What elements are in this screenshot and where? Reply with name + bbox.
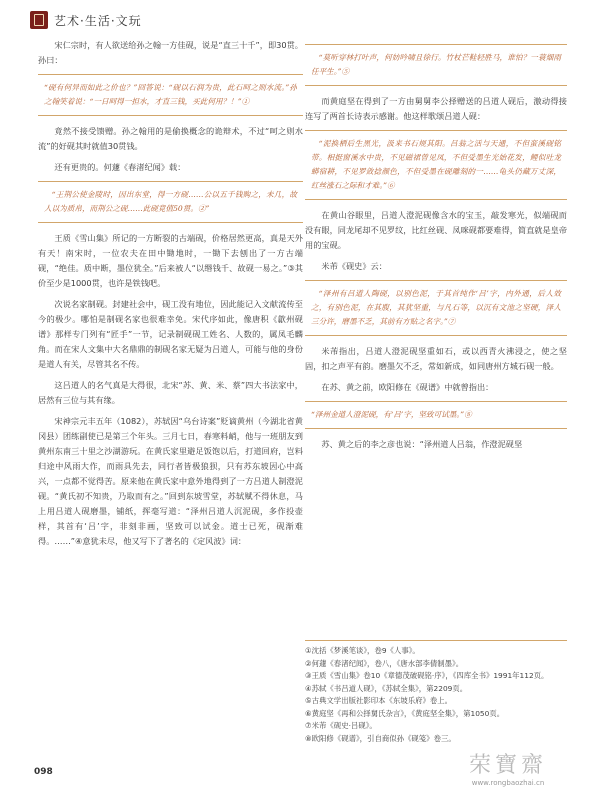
paragraph: 在黄山谷眼里，吕道人澄泥砚像含水的宝玉，敲发寒光，似端砚而没有眼，同龙尾却不见罗纹，比红丝砚、凤咪砚都要难得，简直就是皇帝用的宝砚。 bbox=[305, 210, 568, 250]
footnote: ⑦米芾《砚史·吕砚》。 bbox=[305, 721, 377, 730]
footnotes bbox=[305, 640, 567, 745]
paragraph: 这吕道人的名气真是大得很，北宋“苏、黄、米、蔡”四大书法家中，居然有三位与其有缘。 bbox=[38, 380, 303, 405]
watermark-title: 荣寶齋 bbox=[468, 753, 547, 778]
paragraph: 宋神宗元丰五年（1082），苏轼因“乌台诗案”贬谪黄州（今湖北省黄冈县）团练副使已是第三个年头。三月七日，春寒料峭，他与一班朋友到黄州东南三十里之沙湖游玩。在黄氏家里避足饭饱以后，打道回府，岂料归途中风雨大作，而雨具先去，同行者皆极狼狈，只有苏东坡因心中高兴，一点都不觉得苦。原来他在黄氏家中意外地得到了一方吕道人制澄泥砚。“黄氏初不知贵，乃取而有之。”回到东坡雪堂，苏轼赋不得休息，马上用吕道人砚磨墨，铺纸，挥毫写道：“泽州吕道人沉泥砚，多作投壶样，其首有‘吕’字，非刻非画，坚致可以试金。道士已死，砚渐难得。……”④意犹未尽，他又写下了著名的《定风波》词： bbox=[38, 416, 303, 546]
footnote: ②何蘧《春渚纪闻》，卷八，《唐水部李倩制墨》。 bbox=[305, 658, 464, 668]
left-column bbox=[38, 38, 303, 555]
paragraph: 而黄庭坚在得到了一方由舅舅李公择赠送的吕道人砚后，激动得接连写了两首长诗表示感谢。他这样歌颂吕道人砚： bbox=[305, 96, 567, 121]
paragraph: 竟然不接受馈赠。孙之翰用的是偷换概念的诡辩术，不过“呵之则水流”的好砚其时就值30贯钱。 bbox=[38, 126, 303, 151]
quote-block: “泽州金道人澄泥砚，有‘吕’字，坚致可试墨。”⑧ bbox=[305, 401, 567, 429]
paragraph: 在苏、黄之前，欧阳修在《砚谱》中就曾指出： bbox=[321, 382, 494, 392]
footnote: ③王质《雪山集》卷10《章德茂破砚铭·序》，《四库全书》1991年112页。 bbox=[305, 671, 549, 680]
paragraph: 宋仁宗时，有人欲送给孙之翰一方佳砚，说是“直三十千”，即30贯。孙曰： bbox=[38, 40, 303, 65]
quote-block: “泽州有吕道人陶砚，以别色泥，于其首纯作‘吕’字，内外通，后人效之，有别色泥，在其腹，其犹坚重，与凡石等，以沉有文池之坚硬，泽人三分许，磨墨不乏，其前有方贴之名字。”⑦ bbox=[305, 280, 567, 336]
watermark-url: www.rongbaozhai.cn bbox=[471, 779, 545, 787]
right-column bbox=[305, 38, 567, 458]
section-title: 艺术·生活·文玩 bbox=[54, 13, 142, 28]
footnote: ⑤古典文学出版社影印本《东坡乐府》卷上。 bbox=[305, 696, 453, 705]
paragraph: 王质《雪山集》所记的一方断裂的古端砚，价格居然更高，真是天外有天！南宋时，一位农夫在田中锄地时，一锄下去刨出了一方古端砚，“绝佳。质中断，墨位犹全。”后来被人“以缗钱千、故砚一易之。”③其价至少是1000贯，也许是铁钱吧。 bbox=[38, 233, 303, 288]
paragraph: 米芾指出，吕道人澄泥砚坚重如石，或以西青火沸浸之，使之坚固，扣之声平有韵。磨墨欠不乏，常如新成，如同唐州方城石砚一般。 bbox=[305, 346, 567, 371]
page-header bbox=[30, 8, 142, 32]
paragraph: 次说名家制砚。封建社会中，砚工没有地位，因此能记入文献流传至今的极少。哪怕是制砚名家也很难幸免。宋代序如此，像唐积《歙州砚谱》那样专门列有“匠手”一节，记录制砚砚工姓名、人数的，属凤毛麟角。而在宋人文集中大名鼎鼎的制砚名家无疑为吕道人，可能与他的身份是道人有关，尽管其名不传。 bbox=[38, 299, 303, 369]
footnote: ⑧欧阳修《砚谱》，引自商似孙《砚笺》卷三。 bbox=[305, 733, 456, 743]
quote-block: “莫听穿林打叶声，何妨吟啸且徐行。竹杖芒鞋轻胜马，谁怕？一蓑烟雨任平生。”⑤ bbox=[305, 44, 567, 86]
footnote: ①沈括《梦溪笔谈》，卷9《人事》。 bbox=[305, 646, 420, 655]
watermark bbox=[438, 748, 578, 787]
footnote: ⑥黄庭坚《再和公择舅氏杂言》，《黄庭坚全集》，第1050页。 bbox=[305, 708, 505, 718]
paragraph: 还有更贵的。何蘧《春渚纪闻》载： bbox=[54, 162, 186, 172]
paragraph: 米芾《砚史》云： bbox=[321, 261, 387, 271]
quote-block: “王荆公使金陵时，因出东堂，得一方砚……公以五千钱购之，未几，故人以为质帛，而荆公之砚……此砚竟值50贯。②” bbox=[38, 181, 303, 223]
footnote: ④苏轼《书吕道人砚》，《苏轼全集》，第2209页。 bbox=[305, 683, 468, 693]
paragraph: 苏、黄之后的李之彦也说：“泽州道人吕翁，作澄泥砚坚 bbox=[321, 439, 523, 449]
quote-block: “砚有何异而如此之价也？”回答说：“砚以石润为贵，此石呵之则水流。”孙之翰笑着说：“一日呵得一担水，才直三钱，买此何用？！”① bbox=[38, 74, 303, 116]
quote-block: “泥换栖后生黑光，汲来书石规其阳。吕翁之活与天通，不但蛮溪砚铭带。相挺窗溪水中贵，不见磁裙曾见凤，不但受墨生光始花发，鲤似吐龙蟒宿耕，不见罗敛捻颜色，不但受墨在砚雕刻的一……龟头仍藏万丈深，红丝涨石之际和才难。”⑥ bbox=[305, 130, 567, 200]
section-logo-icon bbox=[30, 11, 48, 29]
page-number: 098 bbox=[34, 767, 53, 777]
